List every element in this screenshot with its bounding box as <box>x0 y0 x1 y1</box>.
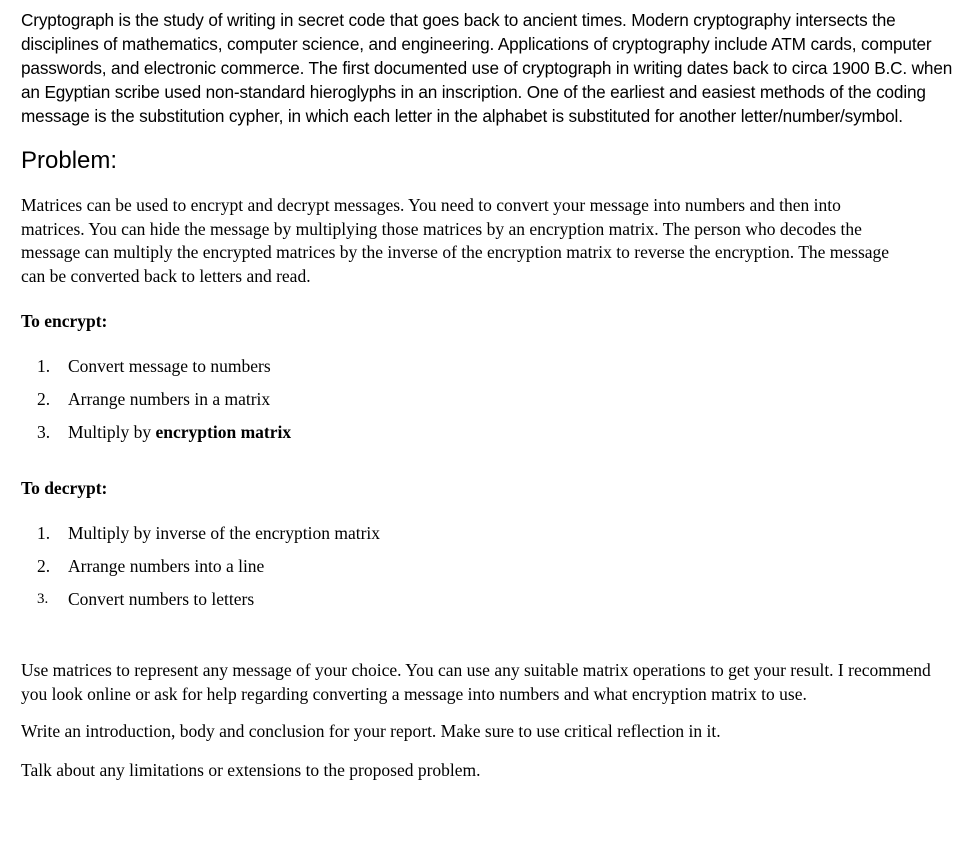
step-number: 3. <box>37 422 51 442</box>
problem-paragraph: Matrices can be used to encrypt and decrypt messages. You need to convert your message into numbers and then into matrices. You can hide the message by multiplying those matrices by an encryption matrix. The person who decodes the message can multiply the encrypted matrices by the inverse of the encryption matrix to reverse the encryption. The message can be converted back to letters and read. <box>21 195 890 286</box>
step-number: 1. <box>37 356 51 376</box>
step-number: 2. <box>37 556 51 576</box>
decrypt-steps-list <box>21 521 956 611</box>
intro-paragraph: Cryptograph is the study of writing in secret code that goes back to ancient times. Modern cryptography intersects the disciplines of mathematics, computer science, and engineering. Applications of cryptography include ATM cards, computer passwords, and electronic commerce. The first documented use of cryptograph in writing dates back to circa 1900 B.C. when an Egyptian scribe used non-standard hieroglyphs in an inscription. One of the earliest and easiest methods of the coding message is the substitution cypher, in which each letter in the alphabet is substituted for another letter/number/symbol. <box>21 10 953 126</box>
list-item <box>21 521 956 545</box>
talk-paragraph: Talk about any limitations or extensions to the proposed problem. <box>21 759 481 780</box>
list-item <box>21 587 956 611</box>
list-item <box>21 420 956 444</box>
task-paragraph: Use matrices to represent any message of your choice. You can use any suitable matrix operations to get your result. I recommend you look online or ask for help regarding converting a message into numbers and what encryption matrix to use. <box>21 660 931 704</box>
encrypt-steps-list <box>21 354 956 444</box>
problem-heading: Problem: <box>21 147 118 174</box>
step-text-bold: encryption matrix <box>155 422 292 442</box>
step-number: 2. <box>37 389 51 409</box>
document-page <box>21 8 956 782</box>
write-paragraph: Write an introduction, body and conclusion for your report. Make sure to use critical reflection in it. <box>21 721 721 741</box>
step-text: Arrange numbers into a line <box>68 556 265 576</box>
list-item <box>21 554 956 578</box>
step-text: Arrange numbers in a matrix <box>68 389 271 409</box>
encrypt-heading: To encrypt: <box>21 311 108 331</box>
decrypt-heading: To decrypt: <box>21 478 108 498</box>
list-item <box>21 387 956 411</box>
list-item <box>21 354 956 378</box>
step-number: 3. <box>37 591 49 607</box>
step-text: Convert numbers to letters <box>68 589 255 609</box>
step-text: Convert message to numbers <box>68 356 271 376</box>
step-text: Multiply by inverse of the encryption matrix <box>68 523 381 543</box>
step-number: 1. <box>37 523 51 543</box>
step-text <box>68 420 291 444</box>
step-text-plain: Multiply by <box>68 422 156 442</box>
